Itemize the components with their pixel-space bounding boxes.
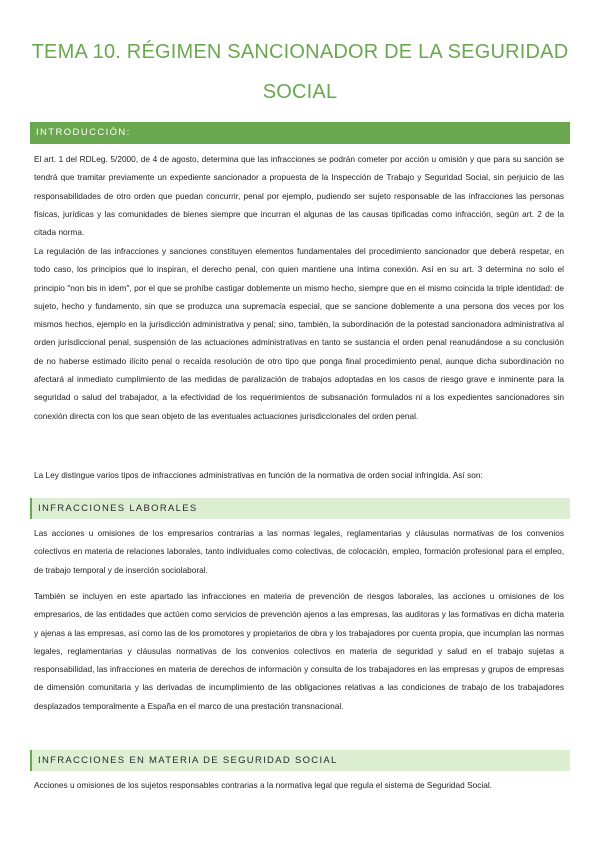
- section-heading-infracciones-seguridad-social: INFRACCIONES EN MATERIA DE SEGURIDAD SOCIAL: [30, 750, 570, 771]
- laborales-paragraph-1: Las acciones u omisiones de los empresarios contrarias a las normas legales, reglamentarias y cláusulas normativas de los convenios colectivos en materia de relaciones laborales, tanto individuales como colectivas, de colocación, empleo, formación profesional para el empleo, de trabajo temporal y de inserción sociolaboral.: [34, 528, 564, 575]
- section-heading-infracciones-laborales: INFRACCIONES LABORALES: [30, 498, 570, 519]
- seguridad-social-paragraph-1: Acciones u omisiones de los sujetos responsables contrarias a la normativa legal que regula el sistema de Seguridad Social.: [34, 780, 492, 790]
- intro-paragraph-1: El art. 1 del RDLeg. 5/2000, de 4 de agosto, determina que las infracciones se podrán cometer por acción u omisión y que para su sanción se tendrá que tramitar previamente un expediente sancionador a propuesta de la Inspección de Trabajo y Seguridad Social, sin perjuicio de las responsabilidades de otro orden que puedan concurrir, penal por ejemplo, pudiendo ser sujeto responsable de las infracciones las personas físicas, jurídicas y las comunidades de bienes siempre que incurran el algunas de las causas tipificadas como infracción, según art. 2 de la citada norma.: [34, 154, 564, 238]
- laborales-paragraph-2: También se incluyen en este apartado las infracciones en materia de prevención de riesgos laborales, las acciones u omisiones de los empresarios, de las entidades que actúen como servicios de prevención ajenos a las empresas, las auditoras y las formativas en dicha materia y ajenas a las empresas, así como las de los promotores y propietarios de obra y los trabajadores por cuenta propia, que incumplan las normas legales, reglamentarias y cláusulas normativas de los convenios colectivos en materia de seguridad y salud en el trabajo sujetas a responsabilidad, las infracciones en materia de derechos de información y consulta de los trabajadores en las empresas y grupos de empresas de dimensión comunitaria y las derivadas de incumplimiento de las obligaciones relativas a las condiciones de trabajo de los trabajadores desplazados temporalmente a España en el marco de una prestación transnacional.: [34, 591, 564, 711]
- section-heading-introduccion: INTRODUCCIÓN:: [30, 122, 570, 144]
- intro-paragraph-2: La regulación de las infracciones y sanciones constituyen elementos fundamentales del procedimiento sancionador que deberá respetar, en todo caso, los principios que lo inspiran, el derecho penal, con quien mantiene una íntima conexión. Así en su art. 3 determina no solo el principio "non bis in idem", por el que se prohíbe castigar doblemente un mismo hecho, siempre que en el mismo coincida la triple identidad: de sujeto, hecho y fundamento, sin que se produzca una supremacía especial, que se sancione doblemente a una persona dos veces por los mismos hechos, ejemplo en la jurisdicción administrativa y penal; sino, también, la subordinación de la potestad sancionadora administrativa al orden jurisdiccional penal, suspensión de las actuaciones administrativas en tanto se sustancia el orden penal reanudándose a su conclusión de no haberse estimado ilícito penal o recaída resolución de otro tipo que ponga final procedimiento penal, aunque dicha subordinación no afectará al inmediato cumplimiento de las medidas de paralización de trabajos adoptadas en los casos de riesgo grave e inminente para la seguridad o salud del trabajador, a la efectividad de los requerimientos de subsanación formulados ni a los expedientes sancionadores sin conexión directa con los que sean objeto de las eventuales actuaciones jurisdiccionales del orden penal.: [34, 246, 564, 421]
- intro-paragraph-3: La Ley distingue varios tipos de infracciones administrativas en función de la normativa de orden social infringida. Así son:: [34, 470, 483, 480]
- document-title-line-1: TEMA 10. RÉGIMEN SANCIONADOR DE LA SEGURIDAD: [31, 41, 569, 63]
- document-title-line-2: SOCIAL: [262, 81, 338, 103]
